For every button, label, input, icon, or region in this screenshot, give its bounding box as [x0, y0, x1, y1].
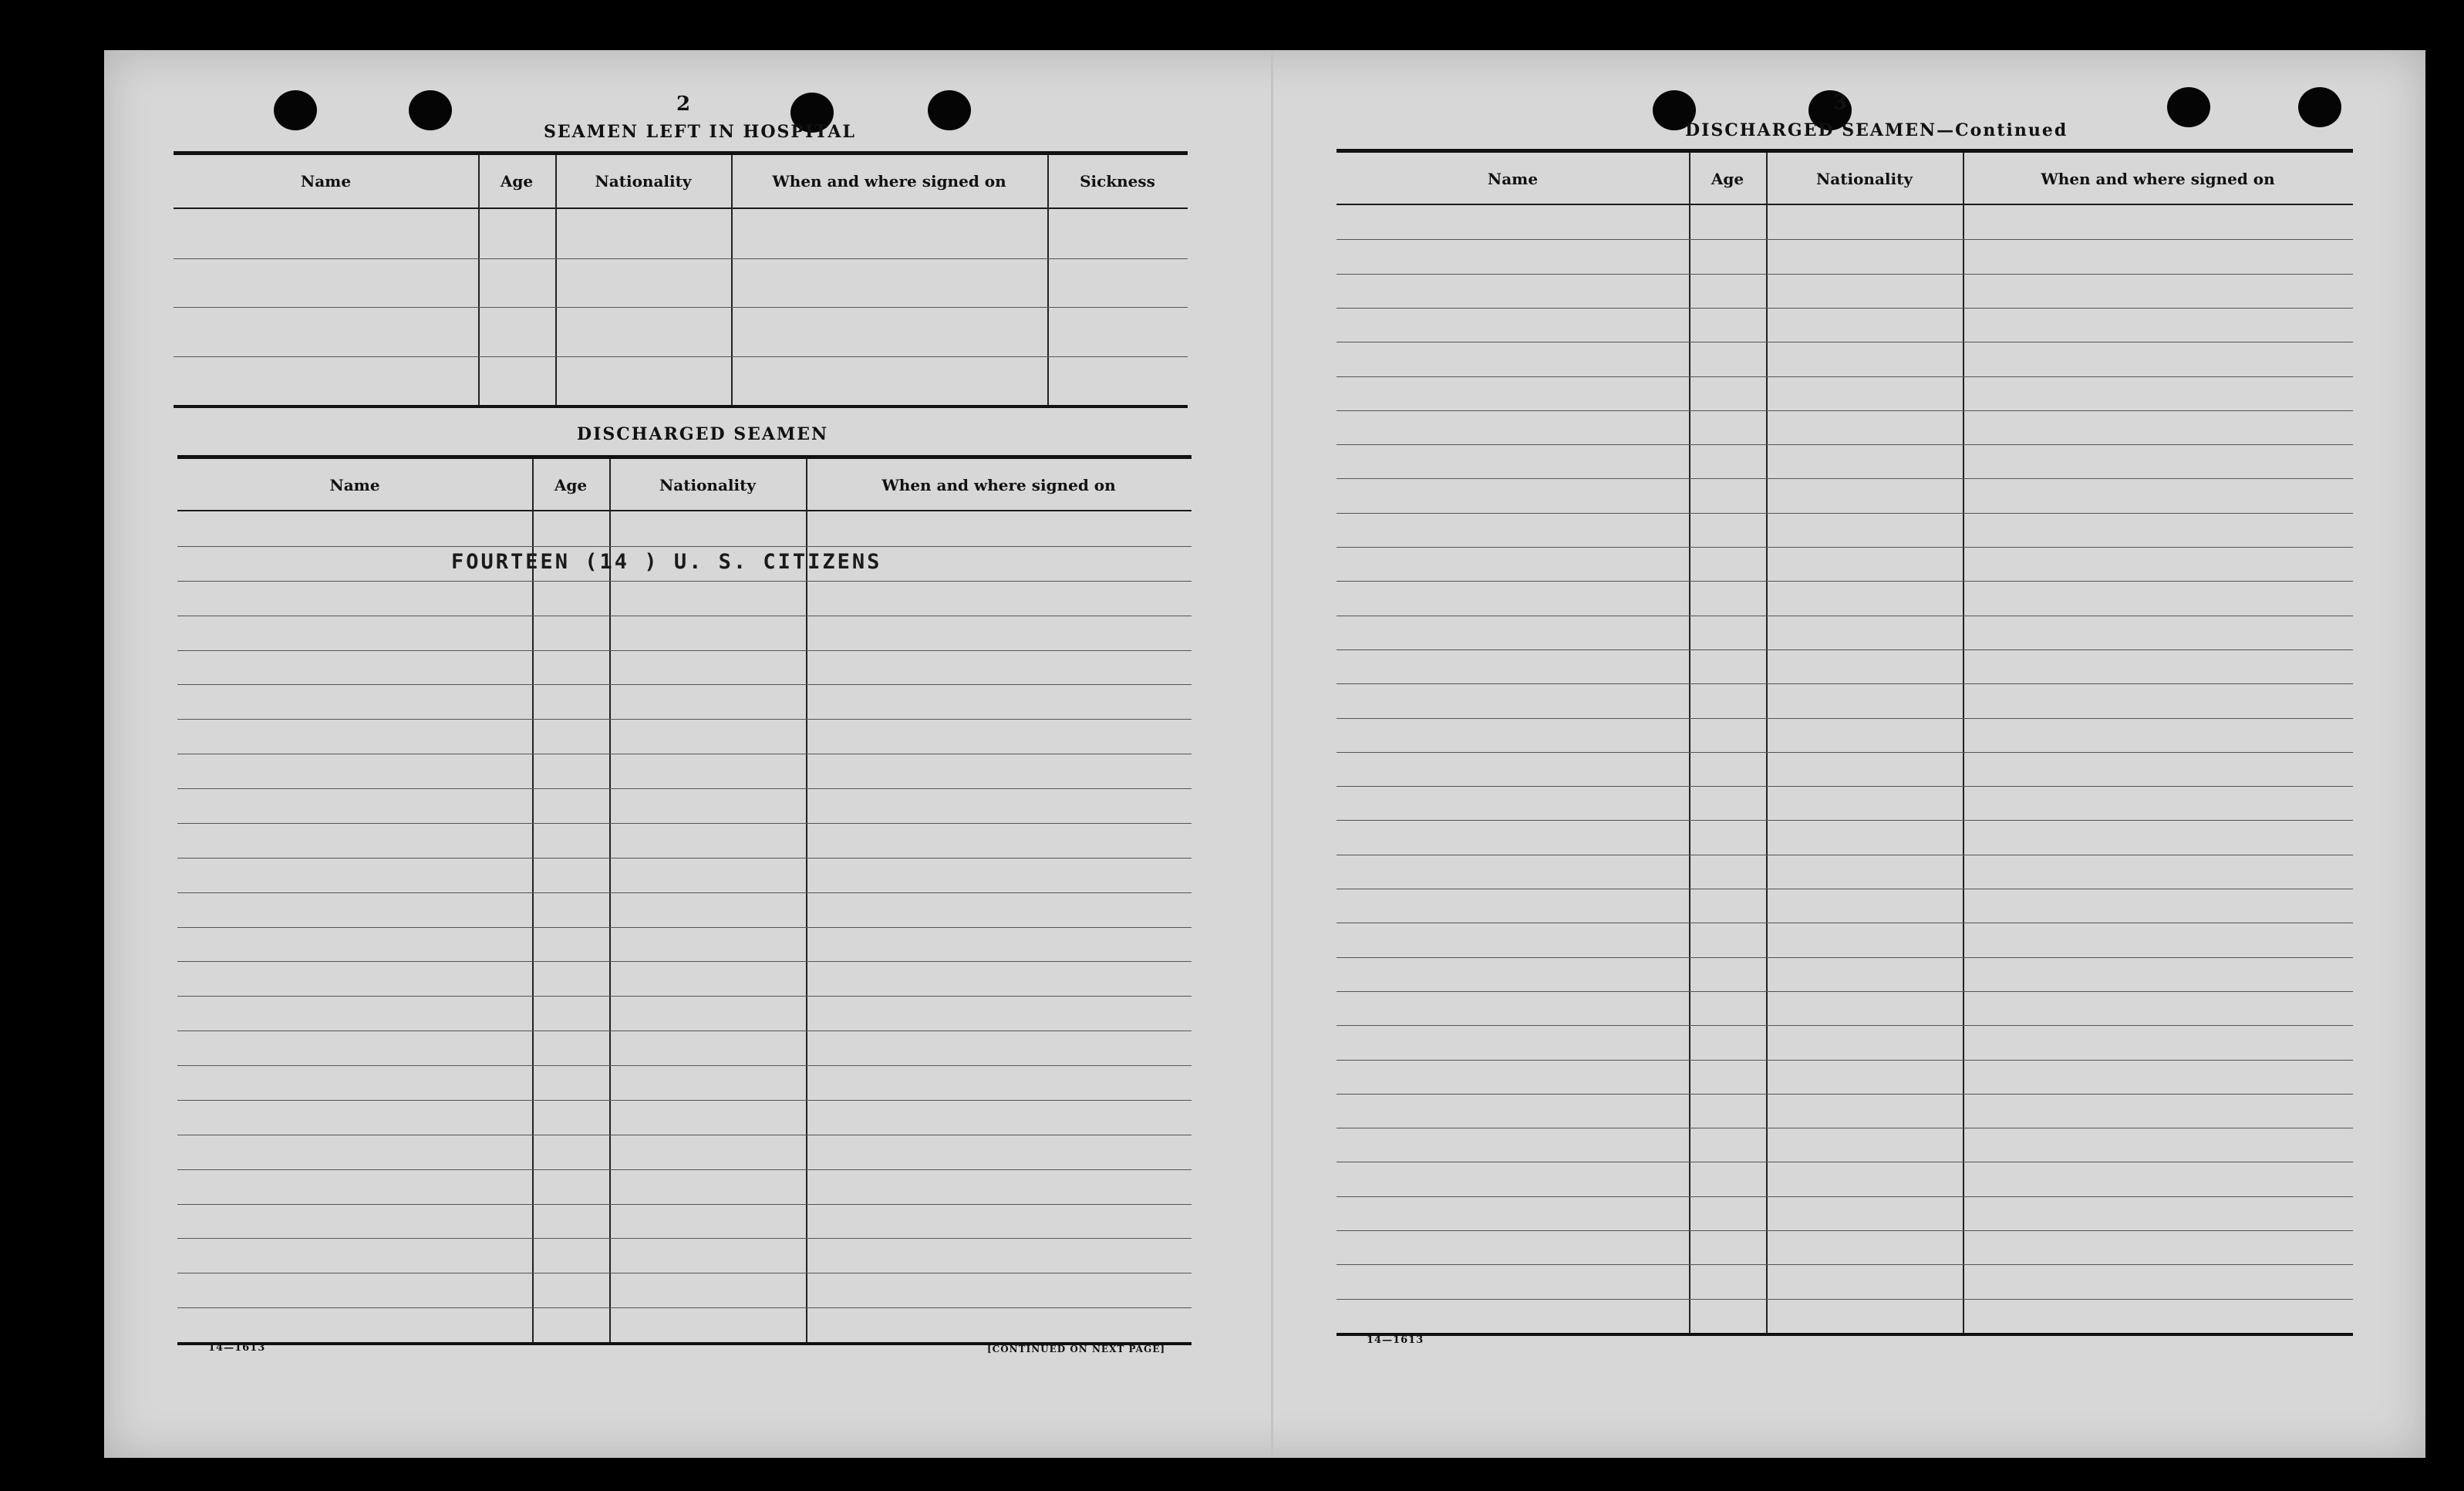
discharged-continued-rows: [1336, 205, 2353, 1333]
row-rule: [1336, 786, 2353, 787]
row-rule: [177, 546, 1192, 547]
row-rule: [177, 1100, 1192, 1101]
column-header-age: Age: [1711, 170, 1744, 188]
continued-note: [CONTINUED ON NEXT PAGE]: [987, 1344, 1166, 1354]
row-rule: [1336, 1094, 2353, 1095]
row-rule: [1336, 1264, 2353, 1265]
row-rule: [1336, 274, 2353, 275]
punch-hole: [2167, 87, 2210, 127]
row-rule: [1336, 1299, 2353, 1300]
row-rule: [1336, 547, 2353, 548]
row-rule: [177, 823, 1192, 824]
hospital-table-rows: [174, 209, 1188, 405]
row-rule: [1336, 308, 2353, 309]
column-header-age: Age: [554, 476, 588, 494]
row-rule: [177, 996, 1192, 997]
column-header-sickness: Sickness: [1080, 172, 1155, 191]
row-rule: [1336, 376, 2353, 377]
row-rule: [1336, 410, 2353, 411]
row-rule: [177, 650, 1192, 651]
center-fold: [1271, 50, 1273, 1458]
column-header-nationality: Nationality: [1816, 170, 1913, 188]
column-header-name: Name: [329, 476, 380, 494]
row-rule: [1336, 991, 2353, 992]
discharged-continued-header: [1336, 153, 2353, 205]
discharged-table-header: [177, 459, 1192, 511]
row-rule: [177, 1307, 1192, 1308]
row-rule: [1336, 957, 2353, 958]
row-rule: [1336, 581, 2353, 582]
page-number-right: 3: [1833, 91, 1848, 114]
column-header-nationality: Nationality: [659, 476, 756, 494]
column-header-signed-on: When and where signed on: [2041, 170, 2275, 188]
row-rule: [177, 1204, 1192, 1205]
punch-hole: [2298, 87, 2341, 127]
typed-entry: FOURTEEN (14 ) U. S. CITIZENS: [451, 550, 882, 574]
form-code-right: 14—1613: [1367, 1334, 1424, 1346]
column-header-signed-on: When and where signed on: [881, 476, 1116, 494]
row-rule: [174, 307, 1188, 308]
column-header-name: Name: [300, 172, 352, 191]
row-rule: [177, 719, 1192, 720]
row-rule: [1336, 239, 2353, 240]
row-rule: [177, 1169, 1192, 1170]
discharged-continued-table: [1336, 149, 2353, 1336]
row-rule: [177, 1238, 1192, 1239]
row-rule: [1336, 1196, 2353, 1197]
punch-hole: [928, 90, 971, 130]
row-rule: [177, 858, 1192, 859]
row-rule: [177, 961, 1192, 962]
discharged-table: [177, 455, 1192, 1345]
row-rule: [1336, 649, 2353, 650]
punch-hole: [274, 90, 317, 130]
row-rule: [174, 258, 1188, 259]
row-rule: [1336, 1230, 2353, 1231]
row-rule: [1336, 718, 2353, 719]
row-rule: [174, 356, 1188, 357]
row-rule: [1336, 820, 2353, 821]
row-rule: [1336, 1025, 2353, 1026]
row-rule: [177, 684, 1192, 685]
row-rule: [177, 581, 1192, 582]
discharged-continued-title: DISCHARGED SEAMEN—Continued: [1685, 120, 2068, 140]
row-rule: [177, 1065, 1192, 1066]
discharged-table-rows: [177, 511, 1192, 1342]
discharged-section-title: DISCHARGED SEAMEN: [577, 424, 829, 444]
form-code-left: 14—1613: [208, 1342, 266, 1354]
row-rule: [1336, 683, 2353, 684]
punch-hole: [409, 90, 452, 130]
hospital-section-title: SEAMEN LEFT IN HOSPITAL: [544, 122, 856, 142]
column-header-name: Name: [1487, 170, 1539, 188]
row-rule: [1336, 444, 2353, 445]
row-rule: [1336, 478, 2353, 479]
column-header-age: Age: [500, 172, 534, 191]
row-rule: [177, 927, 1192, 928]
page-number-left: 2: [676, 93, 691, 116]
column-header-signed-on: When and where signed on: [772, 172, 1006, 191]
row-rule: [177, 892, 1192, 893]
hospital-table: [174, 151, 1188, 408]
row-rule: [1336, 513, 2353, 514]
hospital-table-header: [174, 155, 1188, 209]
row-rule: [1336, 752, 2353, 753]
row-rule: [1336, 1060, 2353, 1061]
row-rule: [177, 788, 1192, 789]
column-header-nationality: Nationality: [595, 172, 692, 191]
